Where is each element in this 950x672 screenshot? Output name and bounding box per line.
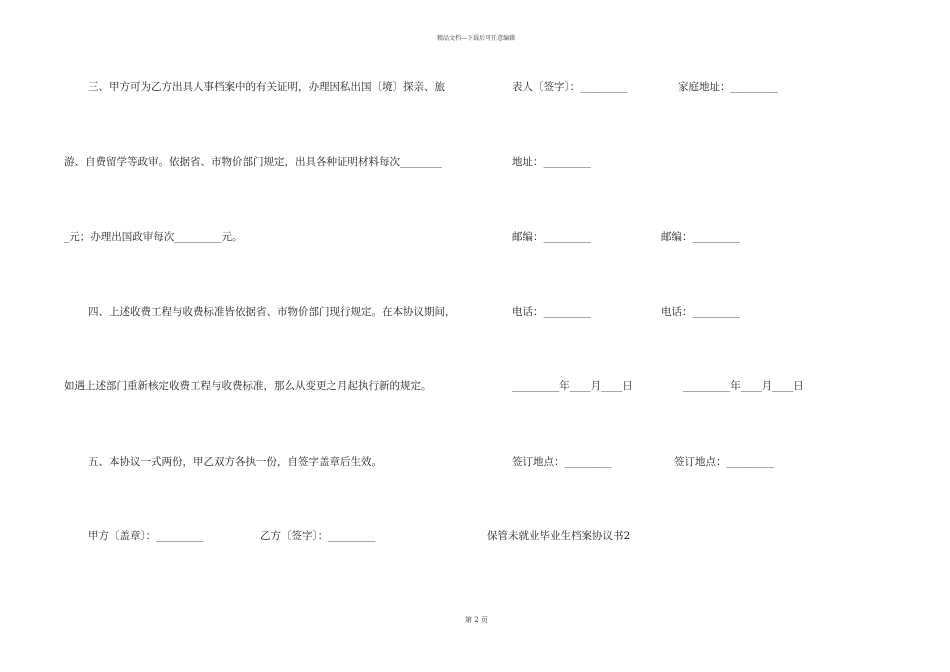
sign-place-field-right: 签订地点：_________ [674,456,774,468]
tel-field-left: 电话：_________ [512,306,591,318]
home-address-field: 家庭地址：_________ [678,81,778,93]
next-document-title: 保管未就业毕业生档案协议书2 [487,530,631,542]
sign-place-field-left: 签订地点：_________ [512,456,612,468]
tel-field-right: 电话：_________ [661,306,740,318]
party-a-seal-field: 甲方〔盖章〕：_________ [88,530,204,542]
zip-field-right: 邮编：_________ [661,231,740,243]
address-field: 地址：_________ [512,156,591,168]
party-b-sign-field: 乙方〔签字〕：_________ [260,530,376,542]
page-footer: 第 2 页 [465,616,488,624]
clause-4-line-1: 四、上述收费工程与收费标准皆依据省、市物价部门现行规定。在本协议期间， [88,306,456,318]
clause-5-line-1: 五、本协议一式两份，甲乙双方各执一份，自签字盖章后生效。 [88,456,382,468]
date-field-right: _________年____月____日 [683,380,804,392]
zip-field-left: 邮编：_________ [512,231,591,243]
representative-sign-field: 表人〔签字〕：_________ [512,81,628,93]
clause-3-line-1: 三、甲方可为乙方出具人事档案中的有关证明，办理因私出国〔境〕探亲、旅 [88,81,445,93]
clause-4-line-2: 如遇上述部门重新核定收费工程与收费标准，那么从变更之月起执行新的规定。 [64,380,432,392]
clause-3-line-3: _元；办理出国政审每次_________元。 [64,231,243,243]
page-header: 精品文档---下载后可任意编辑 [437,35,516,42]
date-field-left: _________年____月____日 [512,380,633,392]
clause-3-line-2: 游、自费留学等政审。依据省、市物价部门规定，出具各种证明材料每次________ [64,156,442,168]
